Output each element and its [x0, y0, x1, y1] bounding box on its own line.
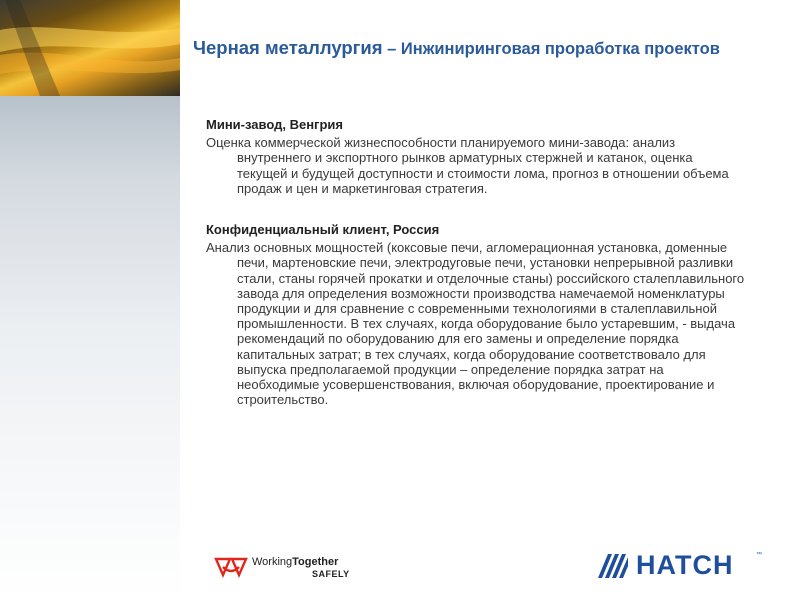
molten-steel-banner-image	[0, 0, 180, 96]
wt-safely-text: SAFELY	[312, 569, 350, 579]
project-block-russia	[206, 222, 746, 407]
project-list	[206, 117, 746, 433]
safety-hands-icon	[214, 555, 248, 579]
project-description: Анализ основных мощностей (коксовые печи, агломерационная установка, доменные печи, мартеновские печи, электродуговые печи, установки непрерывной разливки стали, станы горячей прокатки и отделочные станы) российского сталеплавильного завода для определения возможности производства намечаемой номенклатуры продукции и для сравнение с современными технологиями в сталеплавильной промышленности. В тех случаях, когда оборудование было устаревшим, - выдача рекомендаций по оборудованию для его замены и определение порядка капитальных затрат; в тех случаях, когда оборудование соответствовало для выпуска предполагаемой продукции – определение порядка затрат на необходимые усовершенствования, включая оборудование, проектирование и строительство.	[206, 240, 745, 408]
wt-working-text: Working	[252, 556, 293, 568]
slide-title	[193, 34, 773, 63]
hatch-emblem-icon	[598, 550, 632, 580]
working-together-safely-logo	[214, 555, 374, 581]
project-heading: Конфиденциальный клиент, Россия	[206, 222, 440, 238]
wt-together-text: Together	[292, 556, 339, 568]
trademark-symbol: ™	[756, 552, 762, 558]
hatch-logo	[598, 550, 768, 580]
title-main: Черная металлургия	[193, 37, 383, 58]
project-heading: Мини-завод, Венгрия	[206, 117, 343, 132]
hatch-wordmark: HATCH	[636, 550, 734, 580]
project-description: Оценка коммерческой жизнеспособности планируемого мини-завода: анализ внутреннего и экспортного рынков арматурных стержней и катанок, оценка текущей и будущей доступности и стоимости лома, прогноз в отношении объема продаж и цен и маркетинговая стратегия.	[206, 135, 729, 196]
title-sub: – Инжиниринговая проработка проектов	[382, 40, 720, 58]
project-block-hungary	[206, 117, 746, 196]
